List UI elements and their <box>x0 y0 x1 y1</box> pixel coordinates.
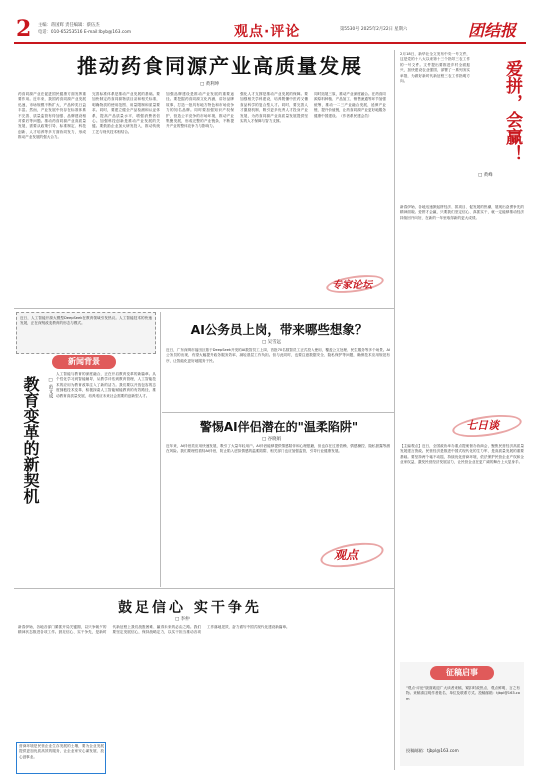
news-background-label <box>52 355 116 369</box>
education-title: 教育变革的新契机 <box>21 376 40 504</box>
right-top-text: 2月18日，新华社全文发布中央一号文件，这是党的十八大以来第十三个指导三农工作的一号文件。文件提出要推进乡村全面振兴，加快建设农业强国，部署了一系列务实举措，为做好新时代新征程三农工作指明方向。 <box>400 52 470 84</box>
main-article-col5: 同时拓展三原，推动产业深度融合。在药食同源原料种植、产品加工、销售流通等环节加强统筹，推动一二三产业融合发展，延伸产业链、提升价值链，让药食同源产业更好地服务健康中国建设。（作者系民建会员） <box>314 92 386 118</box>
news-background-intro: 近日，人工智能开源大模型DeepSeek在教育领域引发热议。人工智能技术的快速发展，正在深刻改变教育的形态与模式。 <box>20 316 152 326</box>
warning-article-title: 警惕AI伴侣潜在的"温柔陷阱" <box>199 420 359 434</box>
solicitation-text: "观点·评论"版面欢迎广大读者来稿，紧扣时政热点，观点鲜明，言之有物。来稿请注明作者姓名、单位及联系方式。投稿邮箱：tjbpl@163.com <box>406 686 520 701</box>
qizhao-badge <box>452 412 522 440</box>
warning-article-text: 近年来，AI伴侣类应用快速发展，吸引了大量年轻用户。AI伴侣能够提供情感陪伴和心理慰藉，但也存在过度依赖、情感操控、隐私泄露等潜在风险。我们要理性看待AI伴侣，防止陷入虚拟情感的温柔陷阱，相关部门也应加强监管，引导行业健康发展。 <box>166 444 390 454</box>
ai-divider <box>162 412 394 413</box>
confidence-title: 鼓足信心 实干争先 <box>118 600 262 616</box>
qizhao-text: 【主编观点】近日，全国政协举办重点提案督办协商会，聚焦民营经济高质量发展建言资政。民营经济是推进中国式现代化的生力军，是高质量发展的重要基础。要坚持两个毫不动摇，持续优化营商环境，依法保护民营企业产权和企业家权益，激发民营经济发展活力，让民营企业在更广阔的舞台上大显身手。 <box>400 444 524 465</box>
right-column-divider <box>394 50 395 770</box>
left-mid-divider <box>160 312 161 587</box>
confidence-highlight: 营商环境是民营企业生存发展的土壤，要为企业发展提供更加优质高效的服务，让企业家安心谋发展、放心创事业。 <box>19 744 104 759</box>
masthead-logo: 团结报 <box>468 21 517 40</box>
main-article-col1: 药食同源产业在促进国民健康方面发挥重要作用。近年来，我国药食同源产业发展迅速，市场规模不断扩大，产品种类日益丰富。然而，产业发展中仍存在标准体系不完善、质量监管有待加强、品牌建设相对滞后等问题。推动药食同源产业高质量发展，需要从政策引导、标准制定、科技创新、人才培养等多方面协同发力，形成推动产业发展的强大合力。 <box>18 92 86 140</box>
solicitation-title: 征稿启事 <box>446 668 478 677</box>
ai-article-title: AI公务员上岗，带来哪些想象？ <box>190 322 368 337</box>
page-header <box>14 18 526 42</box>
header-rule <box>14 42 526 44</box>
education-text: 人工智能与教育的深度融合，正在开启教育变革的新篇章。从个性化学习到智能辅导，从教学评估到教育管理，人工智能技术的应用为教育改革注入了新的活力。我们要以开放包容的态度拥抱技术变革，积极探索人工智能赋能教育的有效路径，推动教育高质量发展，培养适应未来社会需要的创新型人才。 <box>56 372 156 398</box>
main-article-title: 推动药食同源产业高质量发展 <box>77 54 363 78</box>
editor-line: 主编：蒋国辉 责任编辑：蔡伍杰 <box>38 23 100 28</box>
warning-article-author: □ 谷晓娟 <box>262 437 282 442</box>
news-background-text: 新闻背景 <box>68 357 100 366</box>
page-number: 2 <box>16 16 32 42</box>
viewpoint-badge <box>320 540 384 570</box>
education-author: □ 范文成 <box>48 378 53 398</box>
bottom-divider <box>14 588 394 589</box>
issue-info: 第5530号 2025年2月22日 星期六 <box>340 27 408 32</box>
viewpoint-label: 观点 <box>334 548 359 562</box>
forum-label: 专家论坛 <box>332 280 372 291</box>
main-article-col4: 强化人才支撑是推动产业发展的保障。要加强相关学科建设，培养既懂中医药又懂食品科学的复合型人才。同时，要完善人才激励机制，吸引更多优秀人才投身产业发展，为药食同源产业高质量发展提供坚实的人才保障与智力支撑。 <box>240 92 308 124</box>
expert-forum-badge <box>326 270 384 296</box>
ai-article-text: 近日，广东深圳市福田区基于DeepSeek开发的AI数智员工上岗，首批70名数智员工正式投入使用，覆盖公文处理、民生服务等多个场景。AI公务员的出现，有望大幅提升政务服务效率，减轻基层工作负担。但与此同时，也要注意数据安全、隐私保护等问题，确保技术应用规范有序，让智能化更好地服务于民。 <box>166 348 390 363</box>
aipin-author: □ 黄峰 <box>478 173 493 178</box>
section-title: 观点·评论 <box>234 24 301 40</box>
contact-line: 电话：010-65253516 E-mail:lbyb@163.com <box>38 30 132 35</box>
confidence-text: 新春伊始，各地各部门紧抓开局关键期，以只争朝夕的精神状态推进各项工作。鼓足信心、实干争先，是新时代新征程上我们战胜困难、赢得未来的必由之路。我们要坚定发展信心，保持战略定力，以实干担当推动各项工作落地见效，奋力谱写中国式现代化建设新篇章。 <box>18 625 290 635</box>
main-article-author: □ 黄利坤 <box>200 82 220 87</box>
main-article-col3: 加强品牌建设是推动产业发展的重要途径。要挖掘药食同源文化内涵，讲好品牌故事，打造一批具有地方特色和市场竞争力的知名品牌。同时要加强知识产权保护，营造公平竞争的市场环境，推动产业集聚发展，形成完整的产业链条，不断提升产业的整体竞争力与影响力。 <box>166 92 234 129</box>
solicitation-title-bar <box>430 666 494 680</box>
confidence-author: □ 李仲 <box>175 617 190 622</box>
mid-divider <box>14 308 394 309</box>
qizhao-label: 七日谈 <box>466 419 499 432</box>
solicitation-email[interactable]: 投稿邮箱：tjbpl@163.com <box>406 748 459 753</box>
main-article-col2: 完善标准体系是推动产业发展的基础。要加快制定药食同源物质目录和相关标准，明确物质的使用范围、用量限制和质量要求。同时，要建立健全产品检测和认证体系，提高产品质量水平，增强消费者信心。加强科技创新是推动产业发展的关键。要鼓励企业加大研发投入，推动传统工艺与现代技术相结合。 <box>92 92 160 134</box>
right-top-text2: 新春伊始，各地迅速掀起拼经济、抓项目、促发展的热潮，展现出奋勇争先的精神面貌。爱拼才会赢，只要我们坚定信心、真抓实干，就一定能够推动经济持续回升向好，在新的一年里取得新的更大成绩。 <box>400 205 524 220</box>
ai-article-author: □ 吴雪远 <box>262 340 282 345</box>
aipin-title: 爱拼，会赢！ <box>502 60 522 162</box>
